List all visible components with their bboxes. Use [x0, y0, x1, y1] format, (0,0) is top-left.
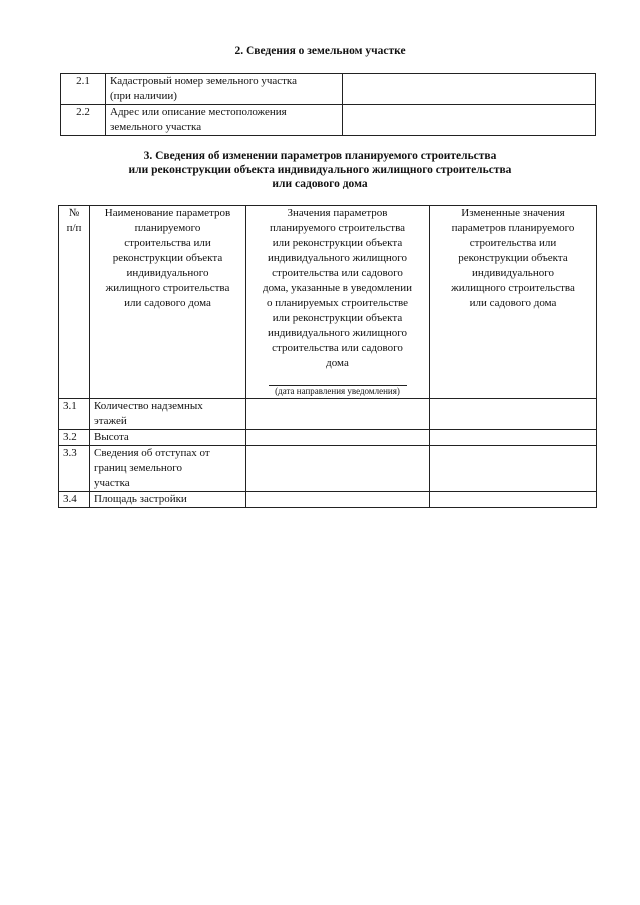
section2-title: 2. Сведения о земельном участке: [234, 45, 406, 57]
header-line: жилищного строительства: [105, 282, 230, 294]
label-line: Адрес или описание местоположения: [110, 106, 287, 118]
notified-value-cell: [246, 430, 430, 446]
row-number: 3.4: [59, 492, 90, 508]
changed-value-cell: [430, 399, 597, 430]
section3-title: [0, 149, 640, 191]
label-line: границ земельного: [94, 462, 183, 474]
row-label: [106, 105, 343, 136]
table-row: [61, 74, 596, 105]
row-number: 2.2: [61, 105, 106, 136]
row-number: 3.1: [59, 399, 90, 430]
date-caption: (дата направления уведомления): [275, 386, 400, 396]
changed-value-cell: [430, 446, 597, 492]
header-line: параметров планируемого: [451, 222, 575, 234]
header-line: №: [68, 207, 80, 219]
header-line: строительства или: [124, 237, 211, 249]
value-cell: [343, 74, 596, 105]
changed-value-cell: [430, 492, 597, 508]
header-line: дома: [326, 357, 349, 369]
row-label: [90, 492, 246, 508]
label-line: этажей: [94, 415, 127, 427]
table-row: [59, 446, 597, 492]
notification-date-field: [246, 385, 429, 397]
notified-value-cell: [246, 492, 430, 508]
label-line: Площадь застройки: [94, 493, 187, 505]
table-row: [61, 105, 596, 136]
row-number: 2.1: [61, 74, 106, 105]
header-line: или реконструкции объекта: [272, 312, 403, 324]
table-row: [59, 430, 597, 446]
label-line: участка: [94, 477, 130, 489]
parameters-change-table: [58, 205, 597, 508]
label-line: Кадастровый номер земельного участка: [110, 75, 297, 87]
label-line: Количество надземных: [94, 400, 203, 412]
header-row: [59, 206, 597, 399]
header-line: планируемого: [134, 222, 201, 234]
header-line: о планируемых строительстве: [266, 297, 409, 309]
header-line: дома, указанные в уведомлении: [263, 282, 412, 294]
row-number: 3.2: [59, 430, 90, 446]
header-line: или реконструкции объекта: [272, 237, 403, 249]
label-line: земельного участка: [110, 121, 202, 133]
header-line: Наименование параметров: [104, 207, 231, 219]
header-line: или садового дома: [469, 297, 557, 309]
row-label: [90, 446, 246, 492]
table-row: [59, 492, 597, 508]
header-line: реконструкции объекта: [112, 252, 223, 264]
notified-value-cell: [246, 446, 430, 492]
header-line: индивидуального: [126, 267, 209, 279]
table-row: [59, 399, 597, 430]
row-number: 3.3: [59, 446, 90, 492]
land-plot-table: [60, 73, 596, 136]
header-line: Значения параметров: [287, 207, 388, 219]
header-line: планируемого строительства: [269, 222, 406, 234]
header-line: строительства или садового: [272, 342, 403, 354]
header-parameter-name: [90, 206, 246, 399]
header-line: или садового дома: [124, 297, 211, 309]
header-line: строительства или: [469, 237, 557, 249]
notified-value-cell: [246, 399, 430, 430]
row-label: [106, 74, 343, 105]
row-label: [90, 430, 246, 446]
header-line: индивидуального жилищного: [267, 327, 408, 339]
header-line: реконструкции объекта: [458, 252, 568, 264]
header-line: Измененные значения: [461, 207, 565, 219]
label-line: Высота: [94, 431, 129, 443]
header-number: [59, 206, 90, 399]
header-line: строительства или садового: [272, 267, 403, 279]
header-notified-values: [246, 206, 430, 399]
header-changed-values: [430, 206, 597, 399]
row-label: [90, 399, 246, 430]
header-line: индивидуального жилищного: [267, 252, 408, 264]
label-line: (при наличии): [110, 90, 177, 102]
title-line: или реконструкции объекта индивидуального жилищного строительства: [128, 164, 512, 176]
changed-value-cell: [430, 430, 597, 446]
title-line: или садового дома: [272, 178, 368, 190]
value-cell: [343, 105, 596, 136]
label-line: Сведения об отступах от: [94, 447, 210, 459]
header-line: п/п: [66, 222, 82, 234]
title-line: 3. Сведения об изменении параметров планируемого строительства: [143, 150, 497, 162]
header-line: жилищного строительства: [451, 282, 575, 294]
header-line: индивидуального: [472, 267, 554, 279]
